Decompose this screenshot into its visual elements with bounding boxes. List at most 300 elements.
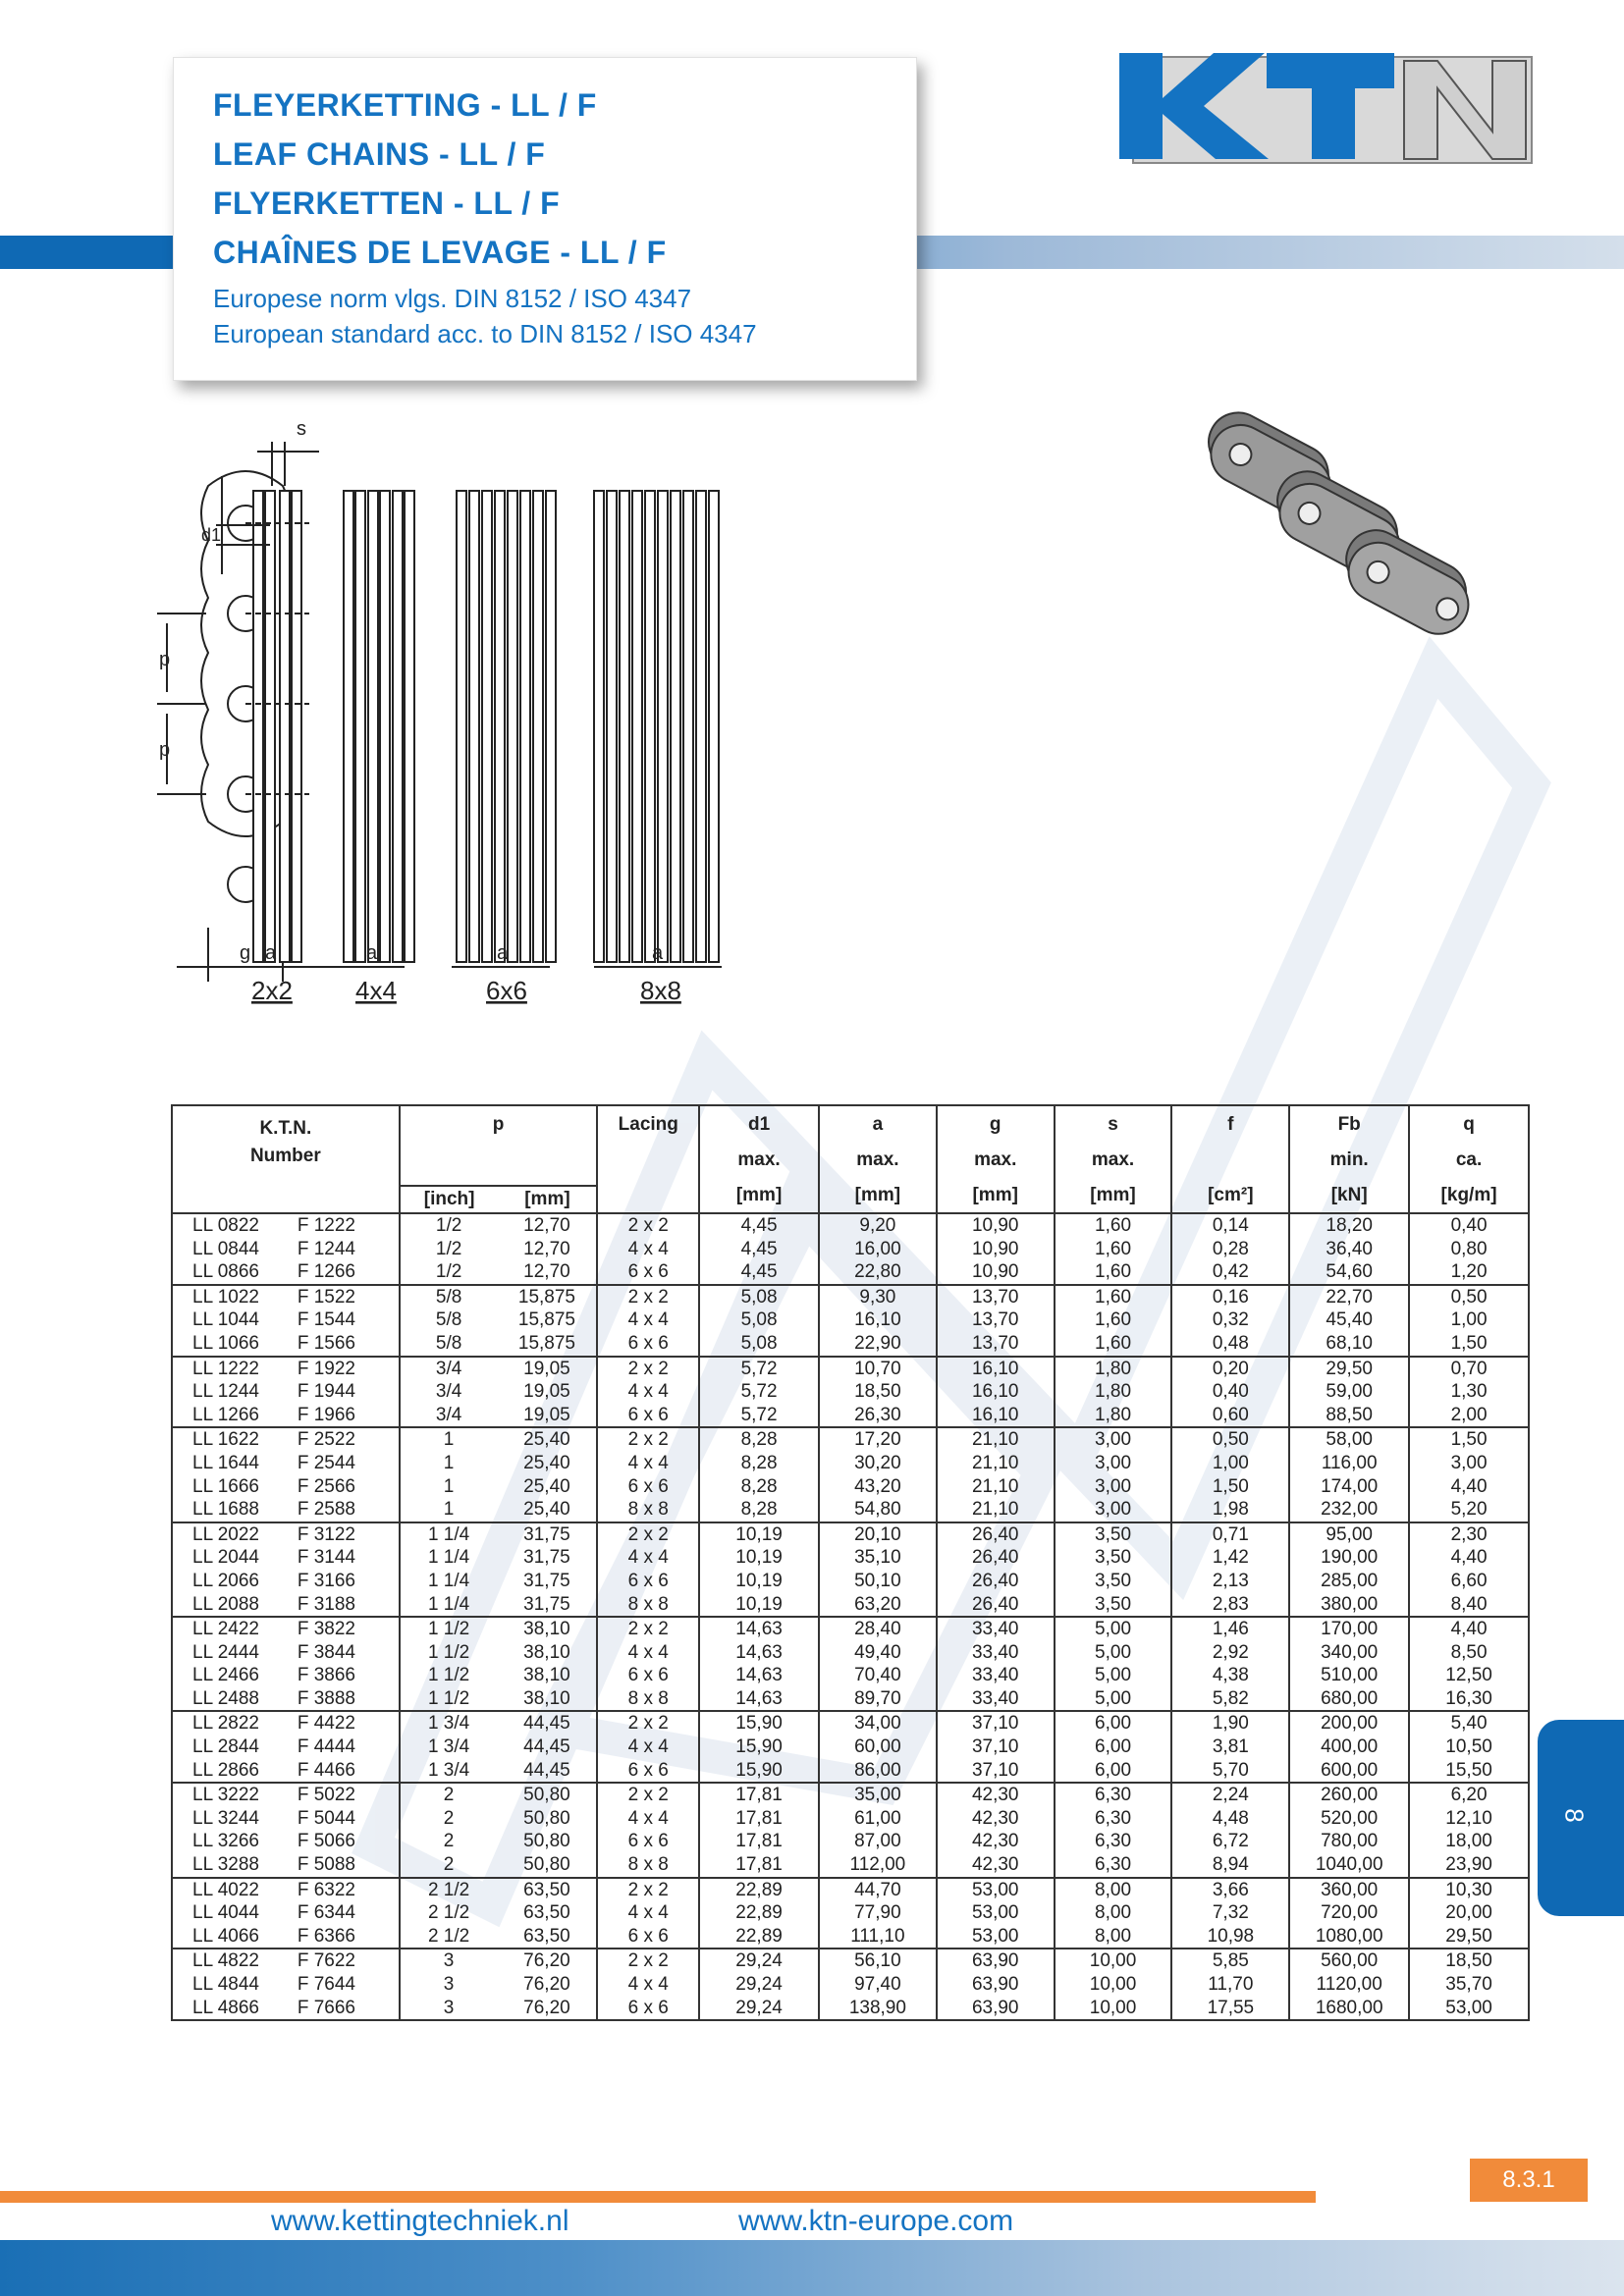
table-cell: 76,20	[498, 1949, 598, 1973]
table-cell: 37,10	[937, 1735, 1055, 1759]
table-cell: 1 1/4	[400, 1570, 498, 1593]
table-cell: LL 4844	[172, 1973, 290, 1997]
col-header-fb: Fb min. [kN]	[1289, 1105, 1409, 1213]
table-cell: 1	[400, 1498, 498, 1522]
footer-url-kettingtechniek[interactable]: www.kettingtechniek.nl	[271, 2205, 569, 2237]
table-cell: 30,20	[819, 1452, 937, 1475]
col-header-g: g max. [mm]	[937, 1105, 1055, 1213]
table-cell: 1,50	[1409, 1427, 1529, 1452]
table-cell: F 2588	[290, 1498, 400, 1522]
table-cell: F 5066	[290, 1830, 400, 1853]
table-cell: 2 x 2	[597, 1949, 699, 1973]
table-cell: 42,30	[937, 1807, 1055, 1831]
table-cell: 16,00	[819, 1238, 937, 1261]
table-cell: 8 x 8	[597, 1593, 699, 1618]
table-cell: 56,10	[819, 1949, 937, 1973]
table-cell: LL 1688	[172, 1498, 290, 1522]
table-cell: 1 1/2	[400, 1664, 498, 1687]
table-cell: 5,00	[1055, 1641, 1172, 1665]
table-row	[172, 1522, 1529, 1547]
table-cell: 2 x 2	[597, 1213, 699, 1238]
table-cell: 54,80	[819, 1498, 937, 1522]
table-cell: 4,40	[1409, 1475, 1529, 1499]
table-cell: LL 4044	[172, 1901, 290, 1925]
table-cell: 2 x 2	[597, 1878, 699, 1902]
table-cell: LL 0844	[172, 1238, 290, 1261]
table-cell: 33,40	[937, 1687, 1055, 1712]
dim-label-g: g	[240, 942, 251, 964]
table-cell: 4 x 4	[597, 1546, 699, 1570]
table-cell: 23,90	[1409, 1853, 1529, 1878]
table-cell: LL 4066	[172, 1925, 290, 1949]
table-cell: 1,80	[1055, 1357, 1172, 1381]
table-cell: 50,80	[498, 1783, 598, 1807]
table-cell: 26,40	[937, 1570, 1055, 1593]
table-cell: 1 1/2	[400, 1687, 498, 1712]
table-cell: 5,82	[1171, 1687, 1289, 1712]
table-row	[172, 1687, 1529, 1712]
table-cell: 2	[400, 1853, 498, 1878]
table-cell: LL 3288	[172, 1853, 290, 1878]
table-cell: 63,90	[937, 1949, 1055, 1973]
table-cell: 1	[400, 1452, 498, 1475]
table-cell: 3,50	[1055, 1570, 1172, 1593]
table-row	[172, 1380, 1529, 1404]
footer-band	[0, 2240, 1624, 2296]
table-cell: 16,10	[819, 1308, 937, 1332]
table-cell: 6 x 6	[597, 1997, 699, 2021]
table-cell: 0,40	[1409, 1213, 1529, 1238]
table-cell: 35,70	[1409, 1973, 1529, 1997]
footer-orange-line	[0, 2191, 1316, 2203]
dim-label-a-8x8: a	[652, 942, 664, 964]
chain-technical-drawing	[147, 417, 1100, 1016]
table-cell: LL 2466	[172, 1664, 290, 1687]
table-cell: 5,08	[699, 1332, 819, 1357]
table-cell: 95,00	[1289, 1522, 1409, 1547]
table-cell: 0,50	[1409, 1285, 1529, 1309]
table-cell: F 3166	[290, 1570, 400, 1593]
table-cell: 4,40	[1409, 1617, 1529, 1641]
table-cell: 10,19	[699, 1546, 819, 1570]
table-cell: F 1266	[290, 1260, 400, 1285]
table-row	[172, 1807, 1529, 1831]
table-cell: F 4466	[290, 1759, 400, 1784]
table-cell: 4,48	[1171, 1807, 1289, 1831]
table-cell: F 6366	[290, 1925, 400, 1949]
table-cell: 61,00	[819, 1807, 937, 1831]
table-row	[172, 1452, 1529, 1475]
table-cell: 89,70	[819, 1687, 937, 1712]
table-cell: 19,05	[498, 1404, 598, 1428]
table-cell: 63,50	[498, 1901, 598, 1925]
table-row	[172, 1617, 1529, 1641]
table-cell: LL 1222	[172, 1357, 290, 1381]
table-cell: 12,10	[1409, 1807, 1529, 1831]
table-cell: 22,80	[819, 1260, 937, 1285]
table-cell: 33,40	[937, 1664, 1055, 1687]
table-cell: LL 1666	[172, 1475, 290, 1499]
section-tab-label: 8	[1559, 1808, 1590, 1823]
table-cell: F 5044	[290, 1807, 400, 1831]
table-cell: 1,60	[1055, 1213, 1172, 1238]
table-cell: 28,40	[819, 1617, 937, 1641]
table-row	[172, 1641, 1529, 1665]
table-cell: LL 2844	[172, 1735, 290, 1759]
table-cell: 3	[400, 1949, 498, 1973]
table-cell: 19,05	[498, 1357, 598, 1381]
table-cell: 3,00	[1055, 1452, 1172, 1475]
leaf-chain-illustration	[1159, 407, 1542, 663]
table-cell: 2 1/2	[400, 1878, 498, 1902]
table-row	[172, 1949, 1529, 1973]
table-cell: 3/4	[400, 1380, 498, 1404]
table-cell: 29,24	[699, 1973, 819, 1997]
table-cell: 14,63	[699, 1687, 819, 1712]
table-cell: 4,45	[699, 1238, 819, 1261]
table-cell: 510,00	[1289, 1664, 1409, 1687]
table-cell: 1 1/2	[400, 1641, 498, 1665]
table-cell: 0,60	[1171, 1404, 1289, 1428]
table-cell: 3,00	[1055, 1475, 1172, 1499]
table-cell: 6 x 6	[597, 1570, 699, 1593]
table-cell: 0,16	[1171, 1285, 1289, 1309]
table-cell: 8 x 8	[597, 1498, 699, 1522]
table-cell: 3,50	[1055, 1546, 1172, 1570]
table-cell: 17,81	[699, 1807, 819, 1831]
table-cell: 14,63	[699, 1664, 819, 1687]
table-cell: 15,90	[699, 1711, 819, 1735]
dim-label-a-6x6: a	[497, 942, 509, 964]
table-cell: 60,00	[819, 1735, 937, 1759]
table-cell: 42,30	[937, 1830, 1055, 1853]
table-cell: 86,00	[819, 1759, 937, 1784]
table-cell: 3,81	[1171, 1735, 1289, 1759]
table-row	[172, 1475, 1529, 1499]
table-cell: 38,10	[498, 1641, 598, 1665]
table-cell: 2 x 2	[597, 1711, 699, 1735]
table-cell: F 1544	[290, 1308, 400, 1332]
table-cell: 25,40	[498, 1475, 598, 1499]
table-cell: 2 x 2	[597, 1783, 699, 1807]
table-cell: 97,40	[819, 1973, 937, 1997]
table-cell: 15,875	[498, 1332, 598, 1357]
table-cell: 170,00	[1289, 1617, 1409, 1641]
table-cell: 2	[400, 1830, 498, 1853]
table-cell: 1,98	[1171, 1498, 1289, 1522]
table-cell: LL 4822	[172, 1949, 290, 1973]
table-cell: 1	[400, 1427, 498, 1452]
table-cell: LL 0822	[172, 1213, 290, 1238]
table-row	[172, 1404, 1529, 1428]
section-tab[interactable]	[1538, 1720, 1624, 1916]
table-row	[172, 1570, 1529, 1593]
table-cell: F 7622	[290, 1949, 400, 1973]
title-french: CHAÎNES DE LEVAGE - LL / F	[213, 235, 667, 270]
table-cell: 44,45	[498, 1711, 598, 1735]
table-cell: 340,00	[1289, 1641, 1409, 1665]
table-cell: 5,08	[699, 1285, 819, 1309]
table-cell: 3/4	[400, 1357, 498, 1381]
table-cell: 15,875	[498, 1308, 598, 1332]
table-cell: 5,72	[699, 1357, 819, 1381]
table-row	[172, 1973, 1529, 1997]
table-cell: 0,42	[1171, 1260, 1289, 1285]
table-cell: 13,70	[937, 1308, 1055, 1332]
table-cell: 3,66	[1171, 1878, 1289, 1902]
table-cell: 5,00	[1055, 1617, 1172, 1641]
table-cell: 1,80	[1055, 1380, 1172, 1404]
table-cell: 2 x 2	[597, 1617, 699, 1641]
table-cell: 1 3/4	[400, 1711, 498, 1735]
table-cell: 111,10	[819, 1925, 937, 1949]
table-cell: 560,00	[1289, 1949, 1409, 1973]
dim-label-a-4x4: a	[366, 942, 378, 964]
table-cell: 5,40	[1409, 1711, 1529, 1735]
table-cell: 50,80	[498, 1807, 598, 1831]
table-cell: LL 3266	[172, 1830, 290, 1853]
table-cell: 25,40	[498, 1427, 598, 1452]
table-cell: 0,14	[1171, 1213, 1289, 1238]
table-cell: 1,60	[1055, 1238, 1172, 1261]
table-row	[172, 1925, 1529, 1949]
col-header-s: s max. [mm]	[1055, 1105, 1172, 1213]
table-row	[172, 1901, 1529, 1925]
table-cell: 174,00	[1289, 1475, 1409, 1499]
table-cell: 13,70	[937, 1285, 1055, 1309]
col-header-f: f [cm²]	[1171, 1105, 1289, 1213]
table-cell: 1/2	[400, 1260, 498, 1285]
table-cell: 22,70	[1289, 1285, 1409, 1309]
table-cell: LL 1066	[172, 1332, 290, 1357]
table-cell: 2 x 2	[597, 1357, 699, 1381]
table-cell: 2	[400, 1783, 498, 1807]
table-cell: 10,70	[819, 1357, 937, 1381]
table-cell: LL 4866	[172, 1997, 290, 2021]
table-cell: LL 1244	[172, 1380, 290, 1404]
table-cell: 8,00	[1055, 1925, 1172, 1949]
table-cell: 6,30	[1055, 1853, 1172, 1878]
table-cell: 1,60	[1055, 1332, 1172, 1357]
table-cell: 10,90	[937, 1213, 1055, 1238]
lacing-label-2x2: 2x2	[251, 976, 293, 1005]
table-cell: 6,72	[1171, 1830, 1289, 1853]
table-cell: 20,10	[819, 1522, 937, 1547]
table-cell: 87,00	[819, 1830, 937, 1853]
table-cell: 21,10	[937, 1475, 1055, 1499]
table-cell: 1680,00	[1289, 1997, 1409, 2021]
table-cell: 0,48	[1171, 1332, 1289, 1357]
table-cell: 6,00	[1055, 1735, 1172, 1759]
table-cell: 10,90	[937, 1260, 1055, 1285]
table-cell: 21,10	[937, 1427, 1055, 1452]
table-cell: 3,00	[1055, 1427, 1172, 1452]
table-row	[172, 1357, 1529, 1381]
table-cell: 33,40	[937, 1641, 1055, 1665]
subtitle-english: European standard acc. to DIN 8152 / ISO 4347	[213, 319, 757, 348]
table-cell: 520,00	[1289, 1807, 1409, 1831]
table-cell: 1 1/2	[400, 1617, 498, 1641]
table-cell: LL 1644	[172, 1452, 290, 1475]
table-cell: 1,00	[1409, 1308, 1529, 1332]
table-cell: 6 x 6	[597, 1332, 699, 1357]
table-cell: 45,40	[1289, 1308, 1409, 1332]
table-cell: 0,50	[1171, 1427, 1289, 1452]
table-cell: F 6344	[290, 1901, 400, 1925]
table-cell: 6 x 6	[597, 1830, 699, 1853]
lacing-label-6x6: 6x6	[486, 976, 527, 1005]
table-cell: 1,60	[1055, 1285, 1172, 1309]
table-cell: 17,55	[1171, 1997, 1289, 2021]
table-cell: 25,40	[498, 1498, 598, 1522]
table-cell: 44,70	[819, 1878, 937, 1902]
table-cell: 1,60	[1055, 1308, 1172, 1332]
table-cell: 16,10	[937, 1404, 1055, 1428]
table-cell: 19,05	[498, 1380, 598, 1404]
table-cell: 1,42	[1171, 1546, 1289, 1570]
table-cell: 63,20	[819, 1593, 937, 1618]
table-cell: LL 2866	[172, 1759, 290, 1784]
table-cell: 8 x 8	[597, 1853, 699, 1878]
table-cell: LL 1622	[172, 1427, 290, 1452]
table-cell: F 1522	[290, 1285, 400, 1309]
dim-label-p2: p	[159, 739, 171, 761]
table-cell: 15,50	[1409, 1759, 1529, 1784]
table-cell: 4,45	[699, 1213, 819, 1238]
table-cell: 1 3/4	[400, 1735, 498, 1759]
table-cell: F 3188	[290, 1593, 400, 1618]
table-cell: 29,24	[699, 1997, 819, 2021]
table-cell: 13,70	[937, 1332, 1055, 1357]
table-cell: 4 x 4	[597, 1380, 699, 1404]
table-cell: 1 1/4	[400, 1522, 498, 1547]
table-cell: 4 x 4	[597, 1641, 699, 1665]
table-cell: LL 2088	[172, 1593, 290, 1618]
table-cell: 116,00	[1289, 1452, 1409, 1475]
table-cell: 0,28	[1171, 1238, 1289, 1261]
table-cell: 1,00	[1171, 1452, 1289, 1475]
table-cell: F 2522	[290, 1427, 400, 1452]
table-cell: 15,90	[699, 1735, 819, 1759]
table-cell: 6,00	[1055, 1711, 1172, 1735]
table-cell: 10,00	[1055, 1973, 1172, 1997]
table-cell: LL 3222	[172, 1783, 290, 1807]
table-cell: 17,81	[699, 1853, 819, 1878]
page-number: 8.3.1	[1470, 2159, 1588, 2202]
table-row	[172, 1664, 1529, 1687]
table-cell: 5,85	[1171, 1949, 1289, 1973]
table-cell: F 2566	[290, 1475, 400, 1499]
table-cell: 1 3/4	[400, 1759, 498, 1784]
table-row	[172, 1830, 1529, 1853]
dim-label-a-2x2: a	[265, 942, 277, 964]
table-cell: 10,19	[699, 1593, 819, 1618]
table-row	[172, 1213, 1529, 1238]
table-cell: 1080,00	[1289, 1925, 1409, 1949]
table-cell: 4,40	[1409, 1546, 1529, 1570]
table-cell: F 3844	[290, 1641, 400, 1665]
table-body	[172, 1213, 1529, 2020]
table-cell: 360,00	[1289, 1878, 1409, 1902]
table-row	[172, 1238, 1529, 1261]
table-cell: 70,40	[819, 1664, 937, 1687]
table-cell: LL 2444	[172, 1641, 290, 1665]
footer-url-ktn-europe[interactable]: www.ktn-europe.com	[738, 2205, 1014, 2237]
table-cell: 4 x 4	[597, 1735, 699, 1759]
table-cell: 10,30	[1409, 1878, 1529, 1902]
table-cell: 26,30	[819, 1404, 937, 1428]
table-cell: 8,50	[1409, 1641, 1529, 1665]
table-cell: 3	[400, 1973, 498, 1997]
col-header-lacing: Lacing	[597, 1105, 699, 1213]
table-cell: 5,72	[699, 1404, 819, 1428]
table-cell: 20,00	[1409, 1901, 1529, 1925]
table-cell: 5,00	[1055, 1687, 1172, 1712]
table-row	[172, 1997, 1529, 2021]
table-cell: 2,83	[1171, 1593, 1289, 1618]
table-row	[172, 1332, 1529, 1357]
table-cell: 0,32	[1171, 1308, 1289, 1332]
table-cell: F 1566	[290, 1332, 400, 1357]
table-cell: 31,75	[498, 1546, 598, 1570]
table-cell: 5,72	[699, 1380, 819, 1404]
title-dutch: FLEYERKETTING - LL / F	[213, 87, 597, 123]
table-cell: 0,20	[1171, 1357, 1289, 1381]
table-cell: 0,80	[1409, 1238, 1529, 1261]
table-cell: 29,50	[1289, 1357, 1409, 1381]
table-cell: 7,32	[1171, 1901, 1289, 1925]
table-cell: 8,28	[699, 1452, 819, 1475]
table-cell: 6 x 6	[597, 1475, 699, 1499]
ktn-logo	[1119, 53, 1534, 167]
table-row	[172, 1427, 1529, 1452]
table-cell: 4,45	[699, 1260, 819, 1285]
table-cell: 4 x 4	[597, 1807, 699, 1831]
table-cell: 260,00	[1289, 1783, 1409, 1807]
table-cell: 76,20	[498, 1973, 598, 1997]
table-cell: 18,00	[1409, 1830, 1529, 1853]
table-cell: 5,20	[1409, 1498, 1529, 1522]
table-cell: 285,00	[1289, 1570, 1409, 1593]
title-box	[173, 57, 917, 381]
table-cell: 1,50	[1171, 1475, 1289, 1499]
table-cell: 6,20	[1409, 1783, 1529, 1807]
table-cell: 2,24	[1171, 1783, 1289, 1807]
table-row	[172, 1308, 1529, 1332]
table-cell: 8,00	[1055, 1901, 1172, 1925]
table-cell: F 5022	[290, 1783, 400, 1807]
table-cell: 6,30	[1055, 1807, 1172, 1831]
table-cell: F 3144	[290, 1546, 400, 1570]
table-cell: 22,89	[699, 1878, 819, 1902]
table-cell: 12,70	[498, 1238, 598, 1261]
table-cell: 4 x 4	[597, 1901, 699, 1925]
table-cell: 38,10	[498, 1617, 598, 1641]
table-cell: 44,45	[498, 1735, 598, 1759]
table-cell: 680,00	[1289, 1687, 1409, 1712]
table-cell: 59,00	[1289, 1380, 1409, 1404]
dim-label-s: s	[297, 418, 306, 440]
table-cell: F 1244	[290, 1238, 400, 1261]
table-cell: 18,50	[819, 1380, 937, 1404]
table-row	[172, 1783, 1529, 1807]
table-cell: 1040,00	[1289, 1853, 1409, 1878]
leaf-chain-spec-table	[171, 1104, 1530, 2021]
table-cell: LL 4022	[172, 1878, 290, 1902]
table-cell: 4,38	[1171, 1664, 1289, 1687]
table-cell: 190,00	[1289, 1546, 1409, 1570]
table-cell: F 7644	[290, 1973, 400, 1997]
